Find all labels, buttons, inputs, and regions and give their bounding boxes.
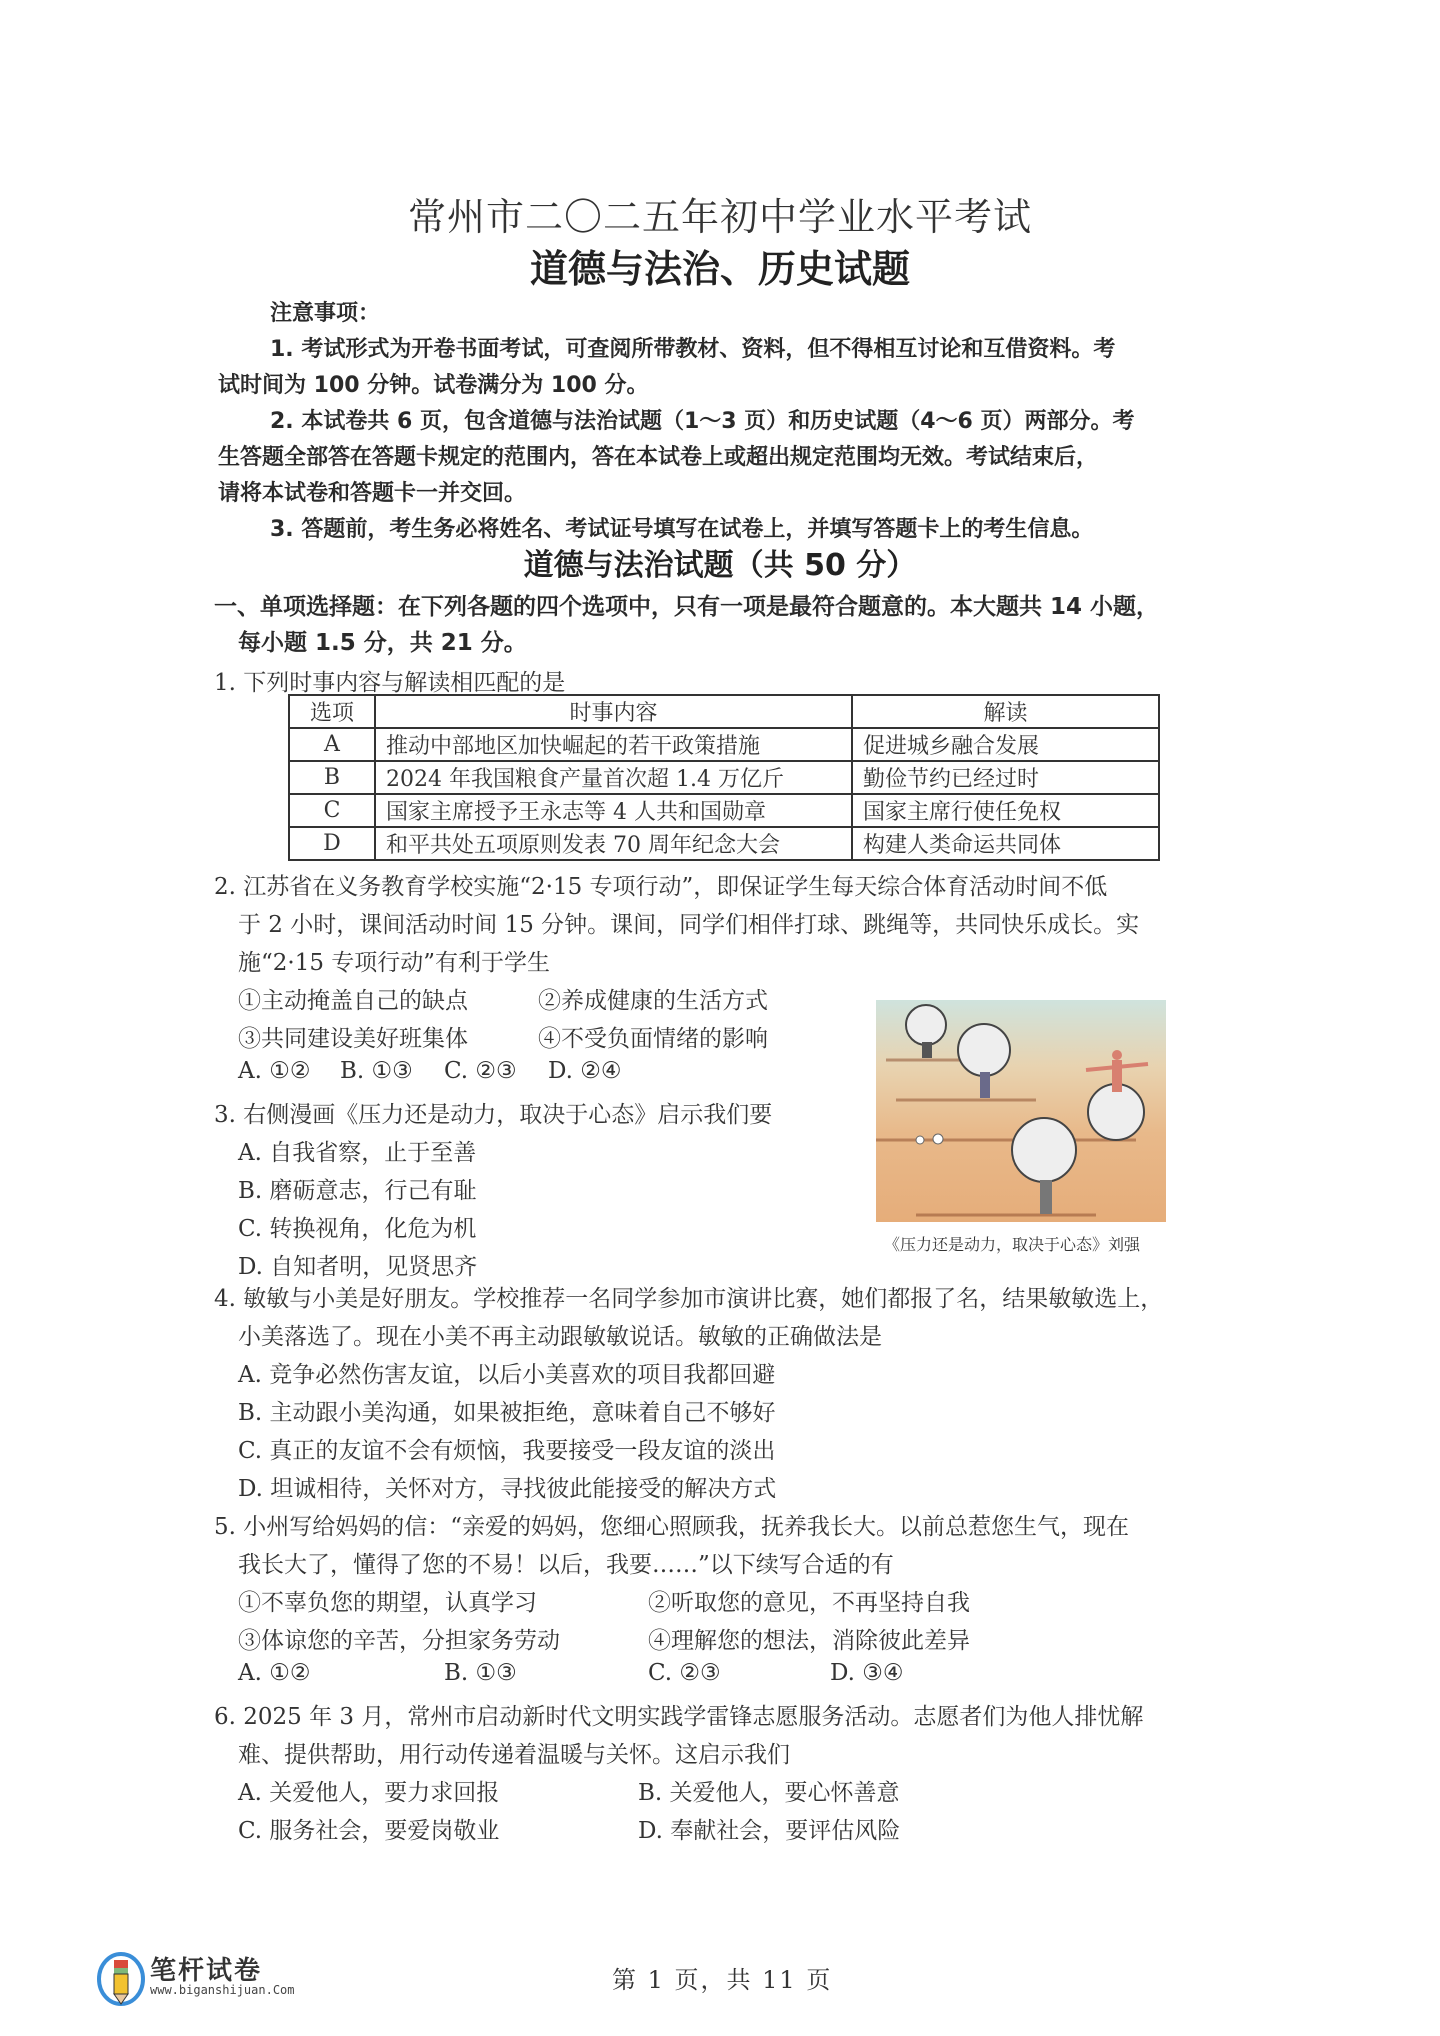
cartoon-caption: 《压力还是动力，取决于心态》刘强 <box>884 1235 1141 1254</box>
q3-stem: 3. 右侧漫画《压力还是动力，取决于心态》启示我们要 <box>214 1102 773 1128</box>
table-row <box>289 761 1159 794</box>
q2-stem-cont: 于 2 小时，课间活动时间 15 分钟。课间，同学们相伴打球、跳绳等，共同快乐成长。实 <box>238 912 1140 938</box>
table-cell: 国家主席授予王永志等 4 人共和国勋章 <box>375 794 852 827</box>
q6-stem: 6. 2025 年 3 月，常州市启动新时代文明实践学雷锋志愿服务活动。志愿者们为他人排忧解 <box>214 1704 1144 1730</box>
q2-item: ②养成健康的生活方式 <box>538 988 768 1014</box>
q6-stem-cont: 难、提供帮助，用行动传递着温暖与关怀。这启示我们 <box>238 1742 790 1768</box>
cartoon-illustration-icon <box>876 1000 1166 1222</box>
table-row <box>289 794 1159 827</box>
table-row <box>289 827 1159 860</box>
section-instruction-cont: 每小题 1.5 分，共 21 分。 <box>238 630 527 656</box>
q4-stem: 4. 敏敏与小美是好朋友。学校推荐一名同学参加市演讲比赛，她们都报了名，结果敏敏选上， <box>214 1286 1164 1312</box>
q5-stem: 5. 小州写给妈妈的信：“亲爱的妈妈，您细心照顾我，抚养我长大。以前总惹您生气，现在 <box>214 1514 1130 1540</box>
q2-item: ③共同建设美好班集体 <box>238 1026 468 1052</box>
q6-option-a: A. 关爱他人，要力求回报 <box>238 1780 500 1806</box>
page-indicator: 第 1 页，共 11 页 <box>612 1966 833 1994</box>
table-cell: 2024 年我国粮食产量首次超 1.4 万亿斤 <box>375 761 852 794</box>
q5-item: ②听取您的意见，不再坚持自我 <box>648 1590 970 1616</box>
table-cell: B <box>289 761 375 794</box>
pressure-cartoon-image <box>876 1000 1166 1222</box>
section-title: 道德与法治试题（共 50 分） <box>523 548 917 583</box>
exam-title: 常州市二〇二五年初中学业水平考试 <box>407 195 1032 239</box>
q3-option-c: C. 转换视角，化危为机 <box>238 1216 477 1242</box>
note-line: 2. 本试卷共 6 页，包含道德与法治试题（1～3 页）和历史试题（4～6 页）两部分。考 <box>270 409 1135 434</box>
note-line: 3. 答题前，考生务必将姓名、考试证号填写在试卷上，并填写答题卡上的考生信息。 <box>270 517 1094 542</box>
col-header: 解读 <box>852 695 1159 728</box>
q5-item: ③体谅您的辛苦，分担家务劳动 <box>238 1628 560 1654</box>
q5-item: ④理解您的想法，消除彼此差异 <box>648 1628 970 1654</box>
q6-option-b: B. 关爱他人，要心怀善意 <box>638 1780 900 1806</box>
q2-item: ④不受负面情绪的影响 <box>538 1026 768 1052</box>
table-cell: 勤俭节约已经过时 <box>852 761 1159 794</box>
q2-option-c: C. ②③ <box>444 1058 517 1084</box>
logo-url: www.biganshijuan.Com <box>150 1983 295 1997</box>
q6-option-c: C. 服务社会，要爱岗敬业 <box>238 1818 500 1844</box>
q3-option-b: B. 磨砺意志，行己有耻 <box>238 1178 477 1204</box>
q2-option-b: B. ①③ <box>340 1058 413 1084</box>
note-line: 试时间为 100 分钟。试卷满分为 100 分。 <box>218 373 649 398</box>
logo-name: 笔杆试卷 <box>150 1956 263 1986</box>
q2-option-a: A. ①② <box>238 1058 311 1084</box>
q3-option-a: A. 自我省察，止于至善 <box>238 1140 477 1166</box>
notes-heading: 注意事项： <box>270 301 381 326</box>
q4-option-c: C. 真正的友谊不会有烦恼，我要接受一段友谊的淡出 <box>238 1438 776 1464</box>
note-line: 生答题全部答在答题卡规定的范围内，答在本试卷上或超出规定范围均无效。考试结束后， <box>218 445 1099 470</box>
q1-stem: 1. 下列时事内容与解读相匹配的是 <box>214 670 566 696</box>
q5-option-c: C. ②③ <box>648 1660 721 1686</box>
col-header: 选项 <box>289 695 375 728</box>
q6-option-d: D. 奉献社会，要评估风险 <box>638 1818 901 1844</box>
table-cell: 推动中部地区加快崛起的若干政策措施 <box>375 728 852 761</box>
q2-stem: 2. 江苏省在义务教育学校实施“2·15 专项行动”，即保证学生每天综合体育活动时间不低 <box>214 874 1108 900</box>
col-header: 时事内容 <box>375 695 852 728</box>
table-cell: C <box>289 794 375 827</box>
q5-option-a: A. ①② <box>238 1660 311 1686</box>
q4-option-a: A. 竞争必然伤害友谊，以后小美喜欢的项目我都回避 <box>238 1362 776 1388</box>
q4-option-b: B. 主动跟小美沟通，如果被拒绝，意味着自己不够好 <box>238 1400 776 1426</box>
q2-option-d: D. ②④ <box>548 1058 622 1084</box>
q1-table <box>288 694 1160 861</box>
section-instruction: 一、单项选择题：在下列各题的四个选项中，只有一项是最符合题意的。本大题共 14 小题， <box>214 594 1160 620</box>
table-cell: 促进城乡融合发展 <box>852 728 1159 761</box>
note-line: 请将本试卷和答题卡一并交回。 <box>218 481 527 506</box>
q2-stem-cont: 施“2·15 专项行动”有利于学生 <box>238 950 551 976</box>
table-header-row <box>289 695 1159 728</box>
exam-subtitle: 道德与法治、历史试题 <box>529 247 910 291</box>
table-row <box>289 728 1159 761</box>
q5-stem-cont: 我长大了，懂得了您的不易！以后，我要……”以下续写合适的有 <box>238 1552 894 1578</box>
note-line: 1. 考试形式为开卷书面考试，可查阅所带教材、资料，但不得相互讨论和互借资料。考 <box>270 337 1116 362</box>
pencil-logo-icon <box>96 1952 146 2006</box>
table-cell: D <box>289 827 375 860</box>
table-cell: 构建人类命运共同体 <box>852 827 1159 860</box>
q4-stem-cont: 小美落选了。现在小美不再主动跟敏敏说话。敏敏的正确做法是 <box>238 1324 882 1350</box>
q5-option-b: B. ①③ <box>444 1660 517 1686</box>
table-cell: 和平共处五项原则发表 70 周年纪念大会 <box>375 827 852 860</box>
q5-item: ①不辜负您的期望，认真学习 <box>238 1590 537 1616</box>
table-cell: A <box>289 728 375 761</box>
table-cell: 国家主席行使任免权 <box>852 794 1159 827</box>
q3-option-d: D. 自知者明，见贤思齐 <box>238 1254 478 1280</box>
q5-option-d: D. ③④ <box>830 1660 904 1686</box>
q2-item: ①主动掩盖自己的缺点 <box>238 988 468 1014</box>
q4-option-d: D. 坦诚相待，关怀对方，寻找彼此能接受的解决方式 <box>238 1476 777 1502</box>
